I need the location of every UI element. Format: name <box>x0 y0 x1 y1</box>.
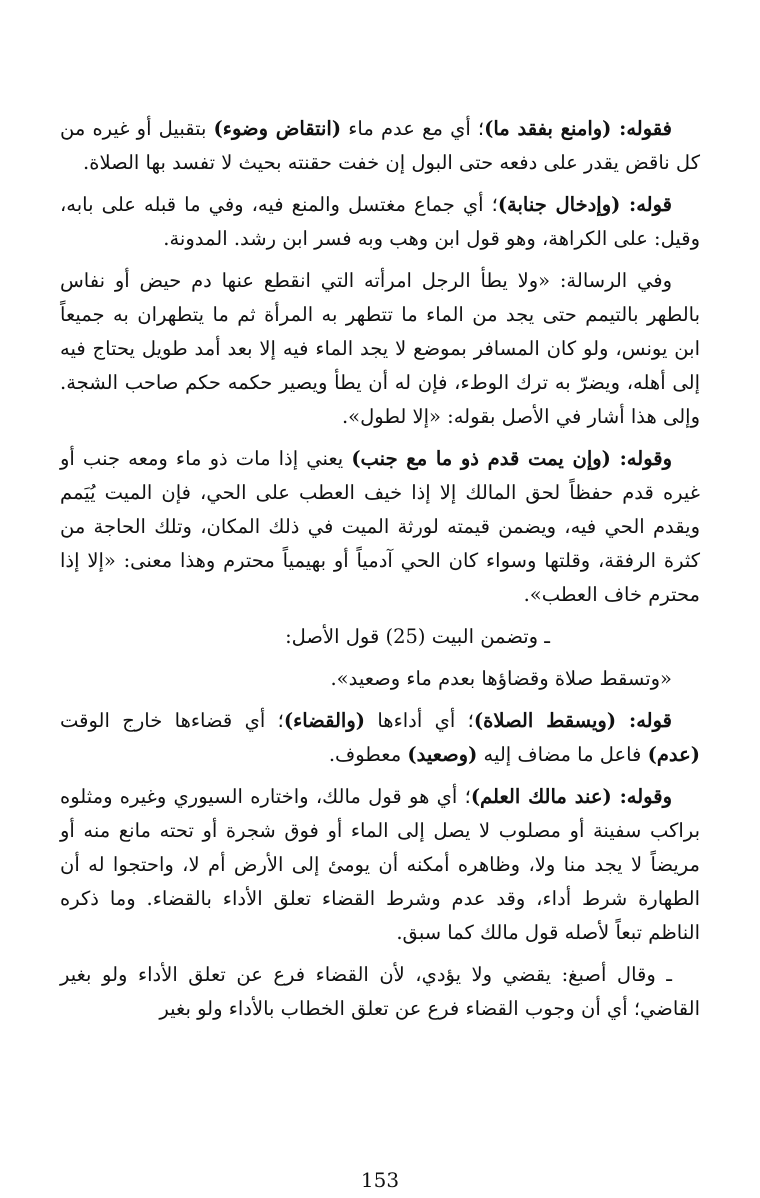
bold-phrase: (انتقاض وضوء) <box>213 117 342 140</box>
paragraph-1 <box>60 112 700 180</box>
bold-phrase: قوله: (ويسقط الصلاة) <box>473 709 672 732</box>
text-run: ؛ أي قضاءها خارج الوقت <box>60 709 284 732</box>
paragraph-5 <box>60 620 700 654</box>
text-run: فاعل ما مضاف إليه <box>477 743 648 766</box>
paragraph-4 <box>60 442 700 612</box>
text-run: ؛ أي جماع مغتسل والمنع فيه، وفي ما قبله على بابه، وقيل: على الكراهة، وهو قول ابن وهب وبه فسر ابن رشد. المدونة. <box>60 193 700 250</box>
bold-phrase: (عدم) <box>647 743 700 766</box>
text-run: ـ وقال أصبغ: يقضي ولا يؤدي، لأن القضاء فرع عن تعلق الأداء ولو بغير القاضي؛ أي أن وجوب القضاء فرع عن تعلق الخطاب بالأداء ولو بغير <box>60 963 700 1020</box>
paragraph-3 <box>60 264 700 434</box>
paragraph-9 <box>60 958 700 1026</box>
bold-phrase: (وصعيد) <box>407 743 478 766</box>
text-run: ـ وتضمن البيت (25) قول الأصل: <box>285 625 550 648</box>
text-run: ؛ أي مع عدم ماء <box>341 117 485 140</box>
bold-phrase: وقوله: (عند مالك العلم) <box>470 785 672 808</box>
text-run: وفي الرسالة: «ولا يطأ الرجل امرأته التي انقطع عنها دم حيض أو نفاس بالطهر بالتيمم حتى يجد من الماء ما تتطهر به المرأة ثم ما يتطهران به جميعاً ابن يونس، ولو كان المسافر بموضع لا يجد الماء فيه إلا بعد أمد طويل يحتاج فيه إلى أهله، ويضرّ به ترك الوطء، فإن له أن يطأ ويصير حكمه حكم صاحب الشجة. وإلى هذا أشار في الأصل بقوله: «إلا لطول». <box>60 269 700 428</box>
bold-phrase: وقوله: (وإن يمت قدم ذو ما مع جنب) <box>351 447 673 470</box>
text-run: معطوف. <box>328 743 408 766</box>
paragraph-2 <box>60 188 700 256</box>
text-run: ؛ أي هو قول مالك، واختاره السيوري وغيره ومثلوه براكب سفينة أو مصلوب لا يصل إلى الماء أو فوق شجرة أو تحته مانع منه أو مريضاً لا يجد منا ولا، وظاهره أمكنه أن يومئ إلى الأرض أم لا، واحتجوا له أن الطهارة شرط أداء، وقد عدم وشرط القضاء تعلق الأداء بالقضاء. وما ذكره الناظم تبعاً لأصله قول مالك كما سبق. <box>60 785 700 944</box>
bold-phrase: (والقضاء) <box>283 709 365 732</box>
text-run: «وتسقط صلاة وقضاؤها بعدم ماء وصعيد». <box>330 667 672 690</box>
paragraph-8 <box>60 780 700 950</box>
paragraph-7 <box>60 704 700 772</box>
text-run: بتقبيل أو غيره من كل ناقض يقدر على دفعه حتى البول إن خفت حقنته بحيث لا تفسد بها الصلاة. <box>60 117 700 174</box>
page-number: 153 <box>360 1168 400 1192</box>
text-run: يعني إذا مات ذو ماء ومعه جنب أو غيره قدم حفظاً لحق المالك إلا إذا خيف العطب على الحي، فإن الميت يُيَمم ويقدم الحي فيه، ويضمن قيمته لورثة الميت في ذلك المكان، وتلك الحاجة من كثرة الرفقة، وقلتها وسواء كان الحي آدمياً أو بهيمياً محترم وهذا معنى: «إلا إذا محترم خاف العطب». <box>60 447 700 606</box>
text-run: ؛ أي أداءها <box>364 709 474 732</box>
bold-phrase: فقوله: (وامنع بفقد ما) <box>484 117 672 140</box>
paragraph-6 <box>60 662 700 696</box>
bold-phrase: قوله: (وإدخال جنابة) <box>497 193 672 216</box>
